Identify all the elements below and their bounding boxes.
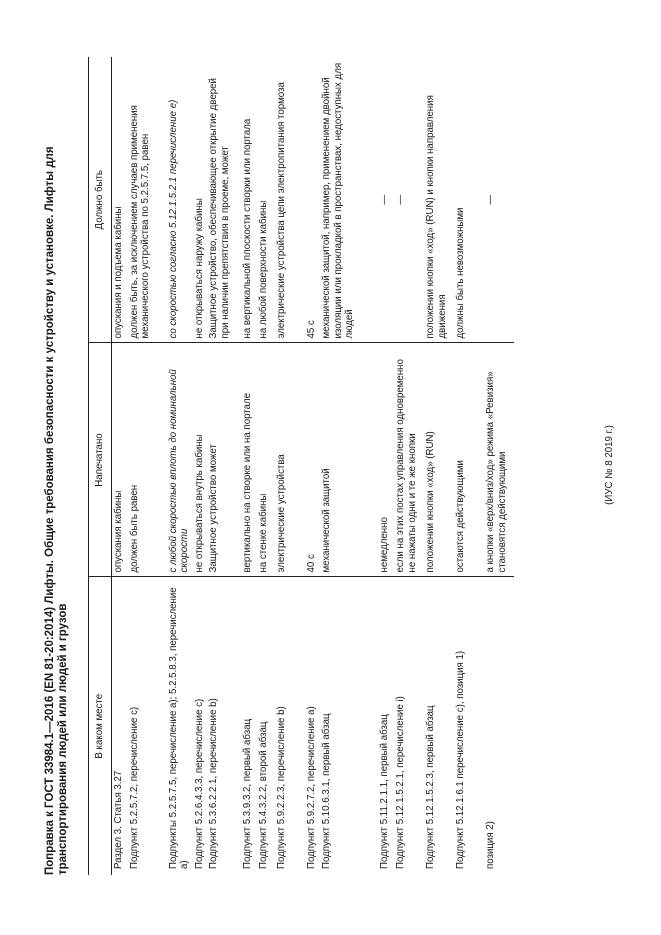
- correct-cell: положении кнопки «ход» (RUN) и кнопки направления движения: [424, 57, 454, 343]
- printed-cell: вертикально на створке или на портале: [241, 343, 257, 577]
- table-row: [305, 57, 320, 875]
- correct-cell: со скоростью согласно 5.12.1.5.2.1 перечисление е): [167, 57, 193, 343]
- place-cell: Подпункт 5.12.1.5.2.1, перечисление i): [395, 696, 406, 869]
- correct-cell: 45 с: [305, 57, 320, 343]
- correct-cell: —: [378, 57, 394, 343]
- printed-cell: остаются действующими: [454, 343, 484, 577]
- table-row: [484, 57, 514, 875]
- printed-cell: электрические устройства: [275, 343, 305, 577]
- printed-cell: должен быть равен: [128, 343, 167, 577]
- place-cell: Подпункты 5.2.5.7.5, перечисление а); 5.2.5.8.3, перечисление а): [167, 587, 190, 869]
- document-title: Поправка к ГОСТ 33984.1—2016 (EN 81-20:2014) Лифты. Общие требования безопасности к устройству и установке. Лифты для транспортирования людей или людей и грузов: [44, 146, 69, 875]
- place-cell: Подпункт 5.9.2.7.2, перечисление а): [306, 706, 317, 869]
- place-cell: Подпункт 5.12.1.6.1 перечисление с), позиция 1): [455, 650, 466, 869]
- correct-cell: должен быть, за исключением случаев применения механического устройства по 5.2.5.7.5, равен: [128, 57, 167, 343]
- printed-cell: не открываться внутрь кабины: [193, 343, 208, 577]
- printed-cell: Защитное устройство может: [207, 343, 241, 577]
- issue-reference: (ИУС № 8 2019 г.): [604, 425, 615, 505]
- place-cell: Подпункт 5.10.6.3.1, первый абзац: [321, 713, 332, 869]
- correct-cell: на вертикальной плоскости створки или портала: [241, 57, 257, 343]
- place-cell: Раздел 3. Статья 3.27: [113, 770, 124, 869]
- header-correct: Должно быть: [89, 57, 112, 343]
- place-cell: Подпункт 5.2.5.7.2, перечисление с): [128, 706, 140, 869]
- correct-cell: не открываться наружу кабины: [193, 57, 208, 343]
- printed-cell: 40 с: [305, 343, 320, 577]
- table-row: [241, 57, 257, 875]
- place-cell: Подпункт 5.9.2.2.3, перечисление b): [276, 706, 287, 869]
- table-row: [424, 57, 454, 875]
- table-row: [320, 57, 378, 875]
- table-row: [454, 57, 484, 875]
- table-row: [378, 57, 394, 875]
- table-row: [167, 57, 193, 875]
- table-row: [207, 57, 241, 875]
- header-printed: Напечатано: [89, 343, 112, 577]
- correct-cell: Защитное устройство, обеспечивающее открытие дверей при наличии препятствия в проеме, может: [207, 57, 241, 343]
- place-cell: позиция 2): [485, 821, 496, 869]
- place-cell: Подпункт 5.4.3.2.2, второй абзац: [258, 721, 269, 869]
- printed-cell: механической защитой: [320, 343, 378, 577]
- printed-cell: положении кнопки «ход» (RUN): [424, 343, 454, 577]
- correct-cell: —: [394, 57, 424, 343]
- printed-cell: опускания кабины: [112, 343, 128, 577]
- correct-cell: опускания и подъема кабины: [112, 57, 128, 343]
- place-cell: Подпункт 5.11.2.1.1, первый абзац: [379, 714, 390, 869]
- correct-cell: —: [484, 57, 514, 343]
- place-cell: Подпункт 5.12.1.5.2.3, первый абзац: [425, 705, 436, 869]
- printed-cell: если на этих постах управления одновременно не нажаты одни и те же кнопки: [394, 343, 424, 577]
- header-place: В каком месте: [89, 577, 112, 875]
- place-cell: Подпункт 5.3.9.3.2, первый абзац: [242, 718, 253, 869]
- table-row: [394, 57, 424, 875]
- table-row: [112, 57, 128, 875]
- printed-cell: а кнопки «верх/вниз/ход» режима «Ревизия» становятся действующими: [484, 343, 514, 577]
- table-header-row: [89, 57, 112, 875]
- correct-cell: должны быть невозможными: [454, 57, 484, 343]
- correct-cell: электрические устройства цепи электропитания тормоза: [275, 57, 305, 343]
- printed-cell: немедленно: [378, 343, 394, 577]
- printed-cell: на стенке кабины: [257, 343, 275, 577]
- table-row: [257, 57, 275, 875]
- table-row: [275, 57, 305, 875]
- correct-cell: механической защитой, например, применением двойной изоляции или прокладкой в пространствах, недоступных для людей: [320, 57, 378, 343]
- place-cell: Подпункт 5.3.6.2.2.1, перечисление b): [208, 698, 219, 869]
- table-row: [193, 57, 208, 875]
- place-cell: Подпункт 5.2.6.4.3.3, перечисление с): [193, 698, 205, 869]
- correct-cell: на любой поверхности кабины: [257, 57, 275, 343]
- table-row: [128, 57, 167, 875]
- printed-cell: с любой скоростью вплоть до номинальной скорости: [167, 343, 193, 577]
- corrections-table: [88, 57, 514, 875]
